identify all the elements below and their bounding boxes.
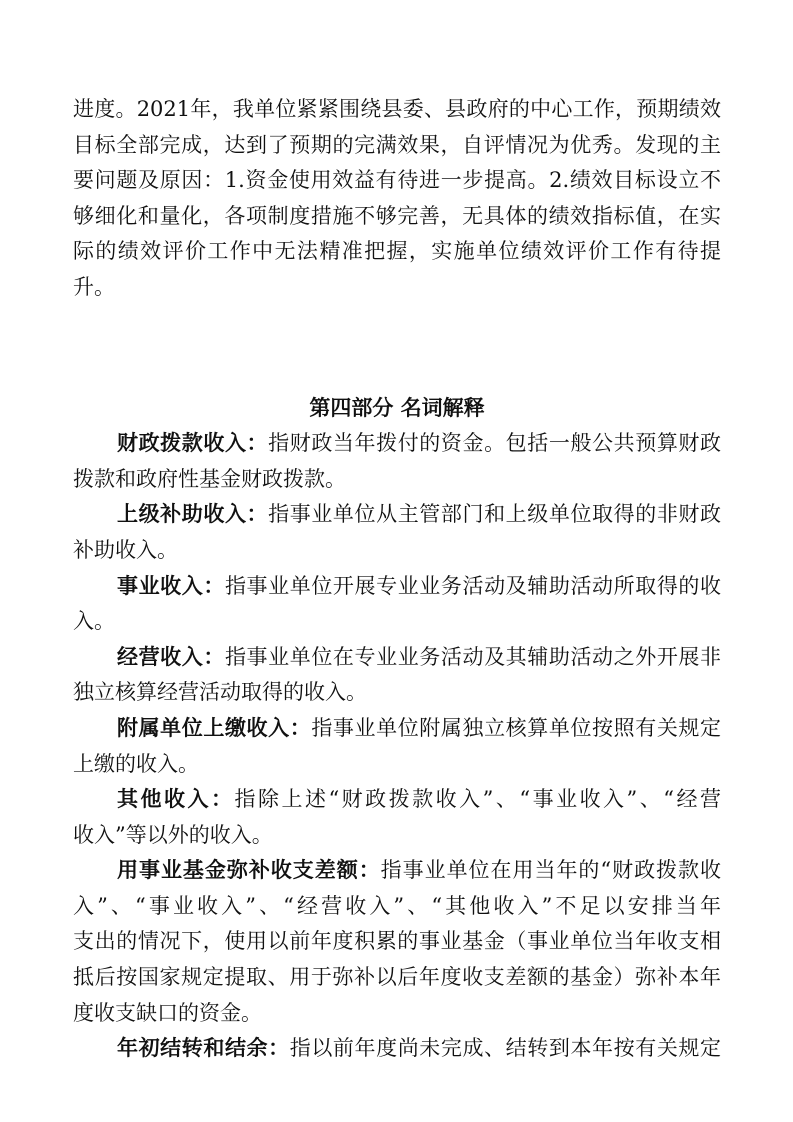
text-line: 目标全部完成，达到了预期的完满效果，自评情况为优秀。发现的主 (73, 132, 721, 157)
definition-text: 收入”等以外的收入。 (73, 822, 273, 847)
definition-term: 财政拨款收入： (117, 431, 269, 456)
text-line (73, 426, 721, 462)
definition-term: 上级补助收入： (117, 502, 269, 527)
text-line (73, 604, 721, 640)
definition-term: 年初结转和结余： (117, 1036, 290, 1061)
text-line (73, 640, 721, 676)
text-line (73, 1031, 721, 1067)
text-line (73, 782, 721, 818)
text-line: 够细化和量化，各项制度措施不够完善，无具体的绩效指标值，在实 (73, 203, 721, 228)
definition-text: 独立核算经营活动取得的收入。 (73, 680, 367, 705)
definition-term: 用事业基金弥补收支差额： (117, 858, 381, 883)
text-line (73, 924, 721, 960)
text-line (73, 675, 721, 711)
definition-text: 指事业单位在用当年的“财政拨款收 (380, 858, 721, 883)
definition-text: 指事业单位开展专业业务活动及辅助活动所取得的收 (224, 573, 721, 598)
text-line (73, 497, 721, 533)
text-line (73, 818, 721, 854)
definition-paragraph (73, 711, 721, 782)
definition-paragraph (73, 1031, 721, 1067)
definition-term: 事业收入： (117, 573, 225, 598)
text-line (73, 533, 721, 569)
definition-text: 拨款和政府性基金财政拨款。 (73, 466, 346, 491)
text-line: 际的绩效评价工作中无法精准把握，实施单位绩效评价工作有待提 (73, 239, 721, 264)
definition-text: 上缴的收入。 (73, 751, 199, 776)
document-page (73, 92, 721, 1067)
definition-text: 指财政当年拨付的资金。包括一般公共预算财政 (268, 431, 721, 456)
text-line (73, 711, 721, 747)
text-line (73, 960, 721, 996)
definition-text: 指以前年度尚未完成、结转到本年按有关规定 (289, 1036, 721, 1061)
definition-text: 指事业单位在专业业务活动及其辅助活动之外开展非 (224, 644, 721, 669)
text-line (73, 569, 721, 605)
definition-paragraph (73, 497, 721, 568)
definition-term: 其他收入： (117, 787, 235, 812)
definition-paragraph (73, 426, 721, 497)
definition-paragraph (73, 640, 721, 711)
definition-text: 度收支缺口的资金。 (73, 1000, 262, 1025)
section-title: 第四部分 名词解释 (309, 395, 485, 420)
definition-text: 支出的情况下，使用以前年度积累的事业基金（事业单位当年收支相 (73, 929, 721, 954)
definition-text: 补助收入。 (73, 537, 178, 562)
definitions-list (73, 426, 721, 1067)
definition-text: 入。 (73, 609, 115, 634)
text-line (73, 747, 721, 783)
intro-paragraph (73, 92, 721, 306)
text-line (73, 462, 721, 498)
text-line (73, 889, 721, 925)
definition-term: 附属单位上缴收入： (117, 715, 312, 740)
definition-text: 指事业单位附属独立核算单位按照有关规定 (311, 715, 721, 740)
definition-paragraph (73, 853, 721, 1031)
definition-text: 入”、“事业收入”、“经营收入”、“其他收入”不足以安排当年 (73, 893, 721, 918)
text-line: 要问题及原因：1.资金使用效益有待进一步提高。2.绩效目标设立不 (73, 168, 721, 193)
definition-paragraph (73, 782, 721, 853)
definition-text: 指事业单位从主管部门和上级单位取得的非财政 (268, 502, 721, 527)
text-line (73, 996, 721, 1032)
text-line: 升。 (73, 274, 115, 299)
definition-paragraph (73, 569, 721, 640)
definition-text: 指除上述“财政拨款收入”、“事业收入”、“经营 (234, 787, 721, 812)
definition-text: 抵后按国家规定提取、用于弥补以后年度收支差额的基金）弥补本年 (73, 965, 721, 990)
text-line: 进度。2021年，我单位紧紧围绕县委、县政府的中心工作，预期绩效 (73, 97, 721, 121)
definition-term: 经营收入： (117, 644, 225, 669)
text-line (73, 853, 721, 889)
